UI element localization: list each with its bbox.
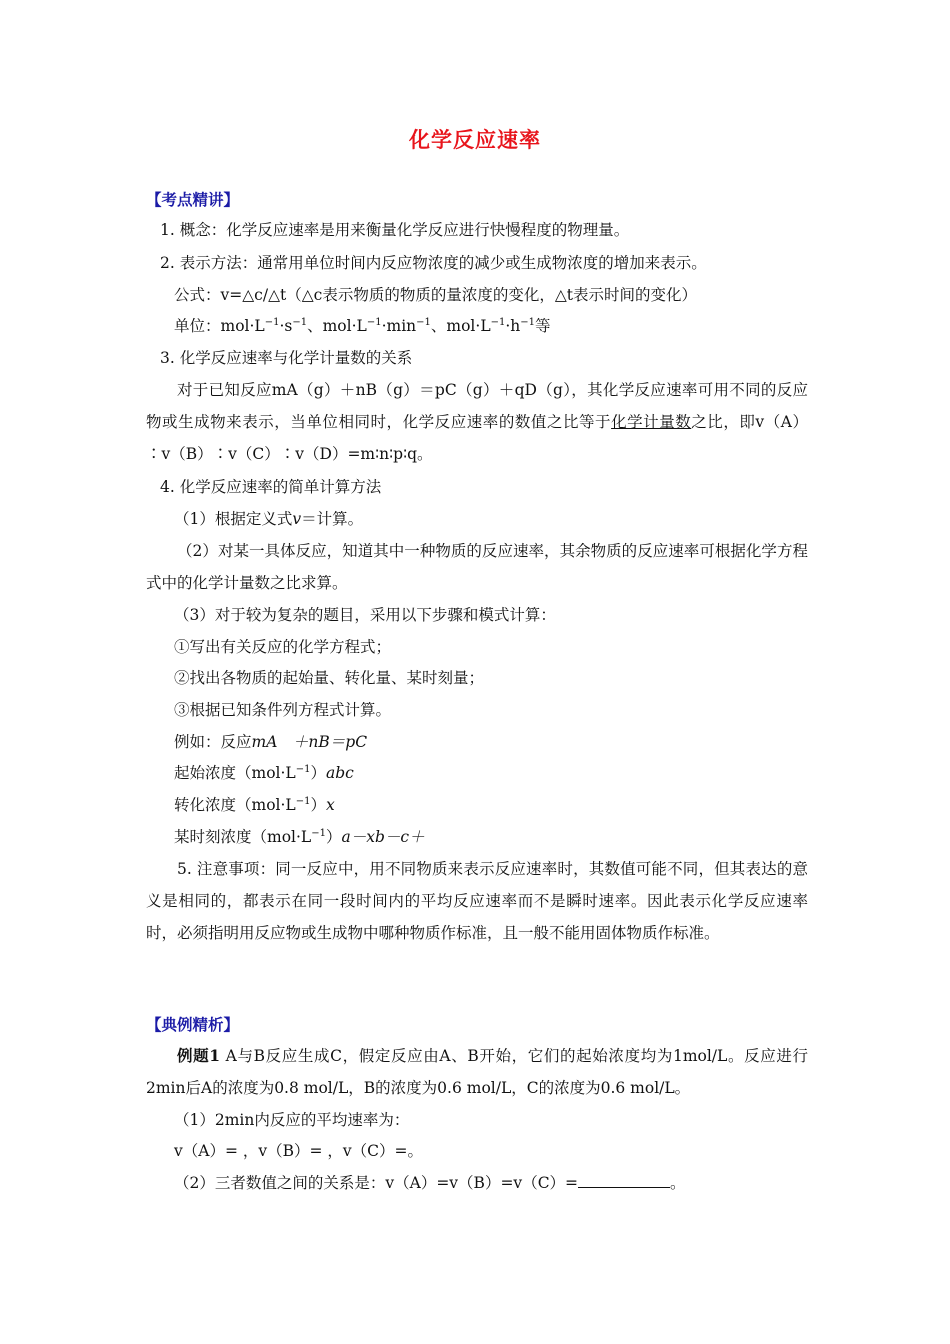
section-heading-examples: 【典例精析】 xyxy=(146,1016,240,1034)
item-3-heading: 3. 化学反应速率与化学计量数的关系 xyxy=(160,349,413,367)
item-4-heading: 4. 化学反应速率的简单计算方法 xyxy=(160,478,382,496)
formula-line: 公式：v=△c/△t（△c表示物质的物质的量浓度的变化，△t表示时间的变化） xyxy=(174,286,697,304)
step-1: ①写出有关反应的化学方程式； xyxy=(174,638,392,656)
example-reaction: 例如：反应mA ＋nB＝pC xyxy=(174,733,368,751)
item-5-notes: 5. 注意事项：同一反应中，用不同物质来表示反应速率时，其数值可能不同，但其表达的意义是相同的，都表示在同一段时间内的平均反应速率而不是瞬时速率。因此表示化学反应速率时，必须指明用反应物或生成物中哪种物质作标准，且一般不能用固体物质作标准。 xyxy=(146,860,808,942)
example-1-text: 例题1 A与B反应生成C，假定反应由A、B开始，它们的起始浓度均为1mol/L。反应进行2min后A的浓度为0.8 mol/L，B的浓度为0.6 mol/L，C的浓度为0.6 mol/L。 xyxy=(146,1046,808,1097)
item-2-method: 2. 表示方法：通常用单位时间内反应物浓度的减少或生成物浓度的增加来表示。 xyxy=(160,254,707,272)
step-2: ②找出各物质的起始量、转化量、某时刻量； xyxy=(174,669,485,687)
method-3: （3）对于较为复杂的题目，采用以下步骤和模式计算： xyxy=(174,606,556,624)
question-1-answers: v（A）= ，v（B）= ，v（C）=。 xyxy=(174,1142,424,1160)
item-1-concept: 1. 概念：化学反应速率是用来衡量化学反应进行快慢程度的物理量。 xyxy=(160,221,630,239)
item-3-paragraph: 对于已知反应mA（g）＋nB（g）＝pC（g）＋qD（g），其化学反应速率可用不同的反应物或生成物来表示，当单位相同时，化学反应速率的数值之比等于化学计量数之比，即v（A）∶v（B）∶v（C）∶v（D）=m∶n∶p∶q。 xyxy=(146,381,808,463)
method-2: （2）对某一具体反应，知道其中一种物质的反应速率，其余物质的反应速率可根据化学方程式中的化学计量数之比求算。 xyxy=(146,542,808,592)
question-2: （2）三者数值之间的关系是：v（A）=v（B）=v（C）= 。 xyxy=(174,1174,686,1192)
section-heading-key-points: 【考点精讲】 xyxy=(146,191,240,209)
initial-concentration: 起始浓度$(mol\cdot L^{-1})abc$ xyxy=(174,763,354,782)
method-1: （1）根据定义式v＝计算。 xyxy=(174,510,364,528)
underlined-term: 化学计量数 xyxy=(611,413,692,431)
page-title: 化学反应速率 xyxy=(409,128,541,152)
answer-blank[interactable] xyxy=(578,1173,670,1188)
converted-concentration: 转化浓度$(mol\cdot L^{-1})x$ xyxy=(174,795,335,814)
question-1: （1）2min内反应的平均速率为： xyxy=(174,1111,410,1129)
moment-concentration: 某时刻浓度$(mol\cdot L^{-1})a-xb-c+$ xyxy=(174,827,425,846)
unit-line: 单位：$mol\cdot L^{-1}\cdot s^{-1}$、$mol\cdot L^{-1}\cdot\min^{-1}$、$mol\cdot L^{-1}\cdot h^{-1}$等 xyxy=(174,316,551,335)
step-3: ③根据已知条件列方程式计算。 xyxy=(174,701,392,719)
